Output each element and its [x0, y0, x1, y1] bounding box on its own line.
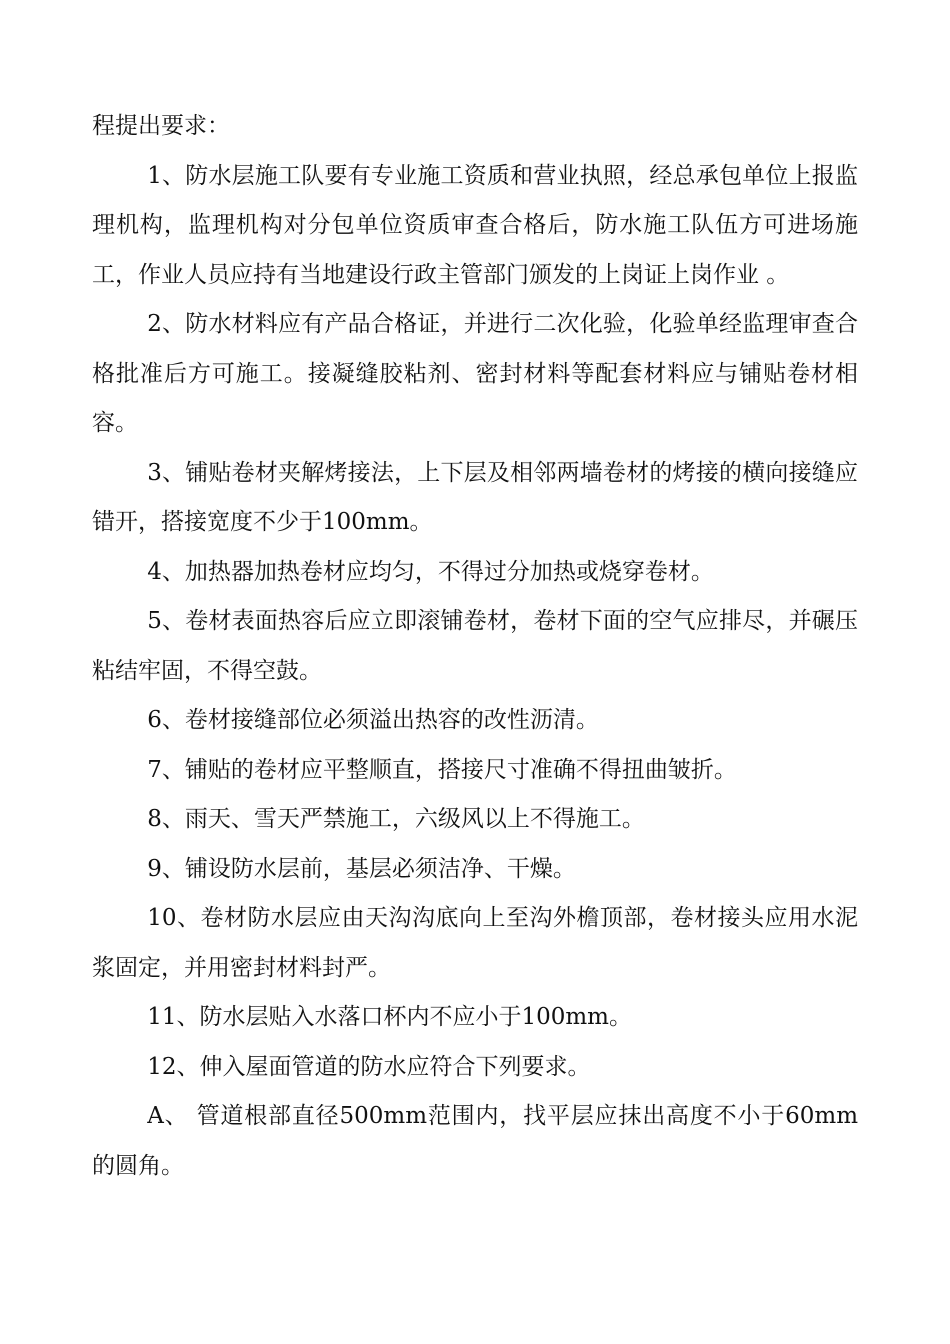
- document-body: [92, 102, 858, 1191]
- requirement-item-7: 7、铺贴的卷材应平整顺直，搭接尺寸准确不得扭曲皱折。: [147, 756, 737, 783]
- requirement-item-10: 10、卷材防水层应由天沟沟底向上至沟外檐顶部，卷材接头应用水泥浆固定，并用密封材料封严。: [92, 905, 858, 981]
- requirement-item-5: 5、卷材表面热容后应立即滚铺卷材，卷材下面的空气应排尽，并碾压粘结牢固，不得空鼓。: [92, 608, 858, 684]
- requirement-item-6: 6、卷材接缝部位必须溢出热容的改性沥清。: [147, 707, 599, 733]
- requirement-item-9: 9、铺设防水层前，基层必须洁净、干燥。: [147, 855, 576, 882]
- requirement-item-3: 3、铺贴卷材夹解烤接法，上下层及相邻两墙卷材的烤接的横向接缝应错开，搭接宽度不少于100mm。: [92, 459, 858, 535]
- requirement-item-1: 1、防水层施工队要有专业施工资质和营业执照，经总承包单位上报监理机构，监理机构对分包单位资质审查合格后，防水施工队伍方可进场施工，作业人员应持有当地建设行政主管部门颁发的上岗证上岗作业 。: [92, 162, 858, 288]
- requirement-item-a: A、 管道根部直径500mm范围内，找平层应抹出高度不小于60mm的圆角。: [92, 1103, 858, 1179]
- requirement-item-2: 2、防水材料应有产品合格证，并进行二次化验，化验单经监理审查合格批准后方可施工。接凝缝胶粘剂、密封材料等配套材料应与铺贴卷材相容。: [92, 311, 858, 436]
- lead-text: 程提出要求：: [92, 113, 230, 139]
- requirement-item-11: 11、防水层贴入水落口杯内不应小于100mm。: [147, 1004, 632, 1030]
- requirement-item-4: 4、加热器加热卷材应均匀，不得过分加热或烧穿卷材。: [147, 558, 714, 585]
- requirement-item-12: 12、伸入屋面管道的防水应符合下列要求。: [147, 1053, 591, 1080]
- requirement-item-8: 8、雨天、雪天严禁施工，六级风以上不得施工。: [147, 806, 645, 832]
